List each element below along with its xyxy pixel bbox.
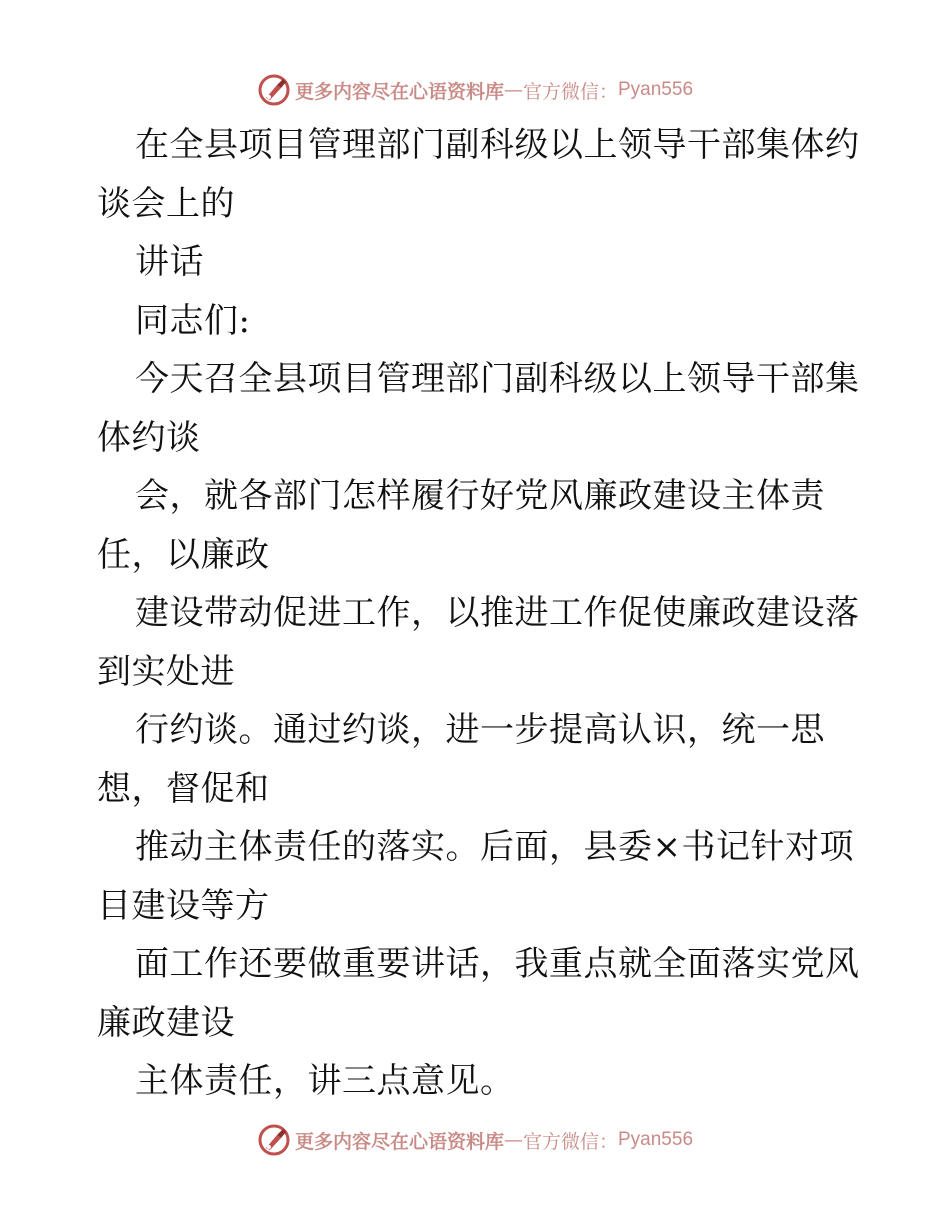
watermark-site-text: 更多内容尽在心语资料库	[294, 1130, 504, 1153]
text-line: 主体责任，讲三点意见。	[135, 1061, 515, 1101]
watermark-separator: —	[503, 1129, 523, 1151]
text-line: 谈会上的	[97, 183, 235, 224]
text-line: 会，就各部门怎样履行好党风廉政建设主体责	[135, 476, 825, 516]
text-line: 到实处进	[97, 651, 235, 692]
text-line: 推动主体责任的落实。后面，县委×书记针对项	[135, 827, 854, 867]
watermark-wechat-label: 官方微信：	[522, 1130, 618, 1153]
pen-logo-icon	[257, 73, 291, 107]
text-line: 任，以廉政	[97, 534, 270, 575]
watermark-wechat-id: Pyan556	[618, 1129, 694, 1150]
watermark-separator: —	[503, 79, 523, 101]
text-line: 今天召全县项目管理部门副科级以上领导干部集	[135, 359, 860, 399]
text-line: 在全县项目管理部门副科级以上领导干部集体约	[135, 125, 860, 165]
text-line: 想，督促和	[97, 768, 270, 809]
header-watermark	[0, 70, 950, 110]
text-line: 建设带动促进工作，以推进工作促使廉政建设落	[135, 593, 860, 633]
document-body	[97, 116, 860, 1111]
text-line: 体约谈	[97, 417, 201, 458]
watermark-wechat-id: Pyan556	[618, 79, 694, 100]
text-line: 面工作还要做重要讲话，我重点就全面落实党风	[135, 944, 860, 984]
watermark-site-text: 更多内容尽在心语资料库	[294, 80, 504, 103]
text-line: 目建设等方	[97, 885, 270, 926]
pen-logo-icon	[257, 1123, 291, 1157]
text-line: 同志们:	[135, 300, 251, 341]
footer-watermark	[0, 1120, 950, 1160]
text-line: 廉政建设	[97, 1002, 235, 1043]
text-line: 行约谈。通过约谈，进一步提高认识，统一思	[135, 710, 825, 750]
text-line: 讲话	[135, 242, 204, 282]
watermark-wechat-label: 官方微信：	[522, 80, 618, 103]
